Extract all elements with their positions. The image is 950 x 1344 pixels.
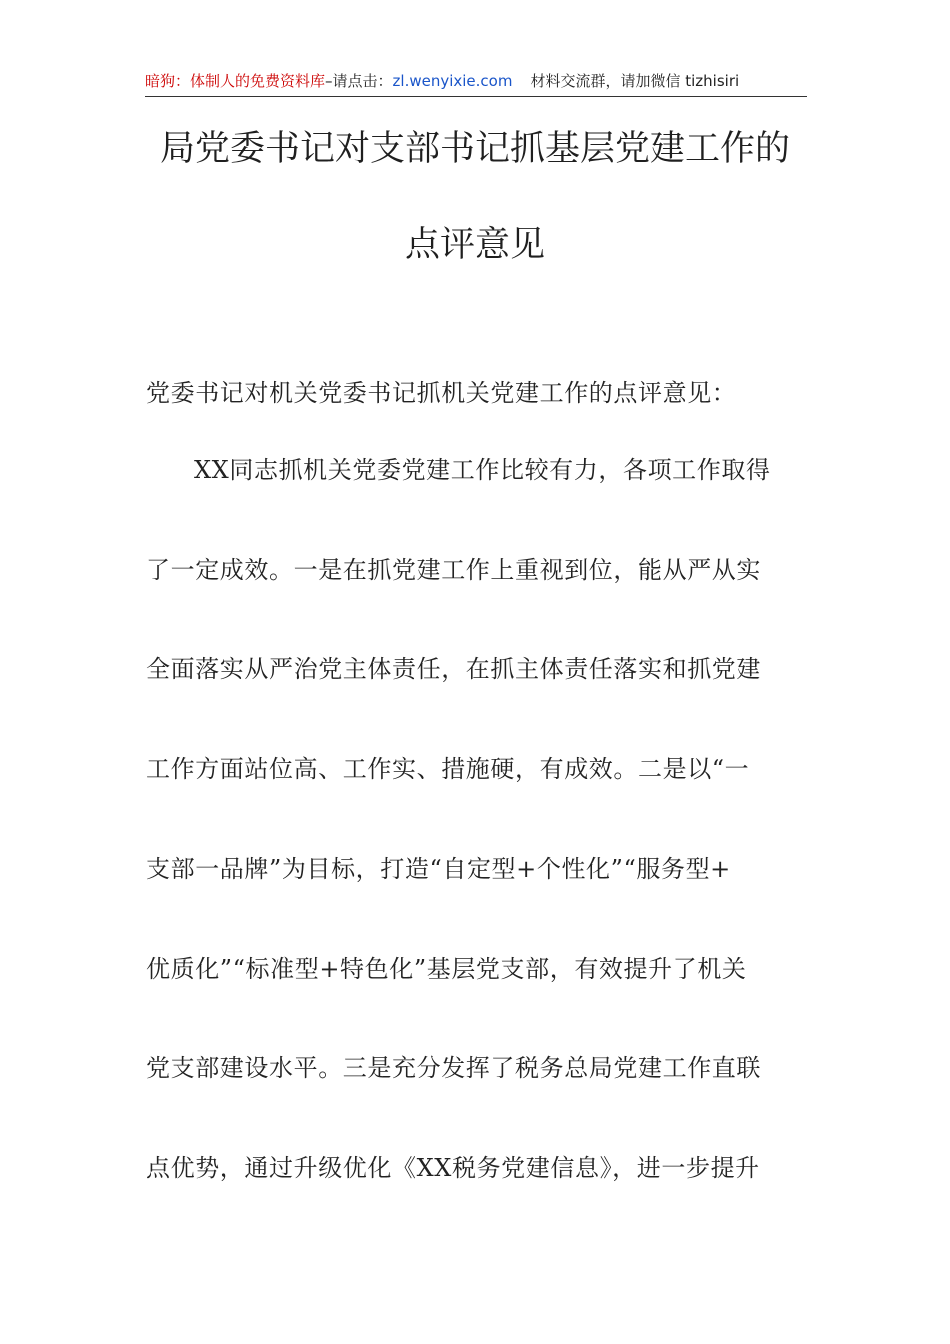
paragraph-line: 点优势，通过升级优化《XX税务党建信息》，进一步提升 (146, 1154, 760, 1182)
page-header (145, 66, 807, 97)
paragraph-line: 工作方面站位高、工作实、措施硬，有成效。二是以“一 (146, 755, 750, 783)
header-group-note: 材料交流群，请加微信 tizhisiri (530, 72, 740, 90)
header-click-prompt: –请点击： (325, 72, 393, 90)
paragraph-line: 全面落实从严治党主体责任，在抓主体责任落实和抓党建 (146, 655, 761, 683)
paragraph-line: XX同志抓机关党委党建工作比较有力，各项工作取得 (194, 456, 771, 484)
document-title-line-2: 点评意见 (404, 225, 545, 265)
document-title-line-1: 局党委书记对支部书记抓基层党建工作的 (159, 129, 790, 169)
paragraph-line: 优质化”“标准型+特色化”基层党支部，有效提升了机关 (146, 955, 747, 983)
header-url-link[interactable]: zl.wenyixie.com (392, 72, 513, 90)
header-site-name: 暗狗：体制人的免费资料库 (145, 72, 326, 90)
paragraph-line: 了一定成效。一是在抓党建工作上重视到位，能从严从实 (146, 556, 761, 584)
paragraph-line: 支部一品牌”为目标，打造“自定型+个性化”“服务型+ (146, 855, 731, 883)
section-heading: 党委书记对机关党委书记抓机关党建工作的点评意见： (146, 379, 737, 407)
paragraph-line: 党支部建设水平。三是充分发挥了税务总局党建工作直联 (146, 1054, 761, 1082)
